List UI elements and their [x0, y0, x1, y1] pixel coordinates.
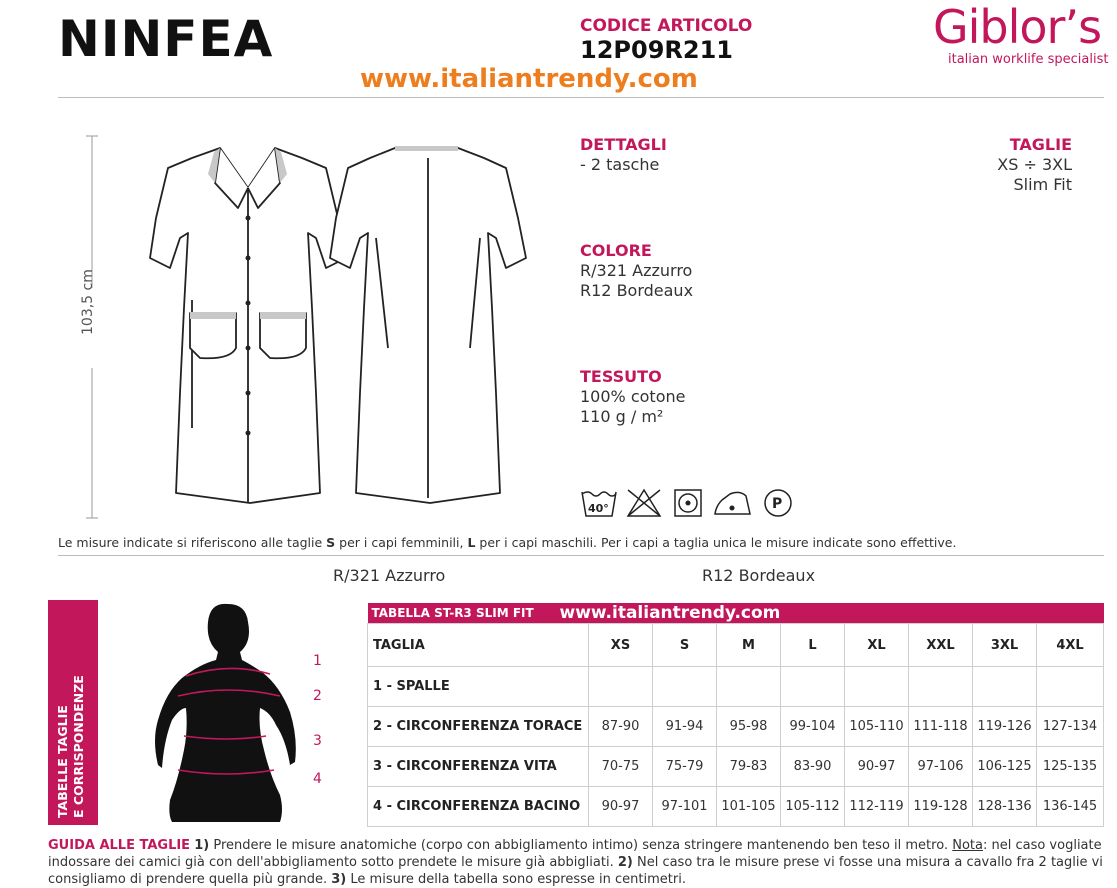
code-label: CODICE ARTICOLO — [580, 16, 753, 36]
divider — [58, 97, 1104, 98]
table-cell — [909, 667, 973, 707]
table-cell: 79-83 — [717, 747, 781, 787]
table-cell: 99-104 — [781, 707, 845, 747]
size-table-side-band — [48, 600, 98, 825]
table-cell: 101-105 — [717, 787, 781, 827]
no-bleach-icon — [628, 490, 660, 516]
table-cell: 119-128 — [909, 787, 973, 827]
colore-line-1: R/321 Azzurro — [580, 261, 693, 280]
table-cell — [589, 667, 653, 707]
taglie-line-2: Slim Fit — [1013, 175, 1072, 194]
table-cell — [845, 667, 909, 707]
code-value: 12P09R211 — [580, 36, 733, 64]
table-title-row — [368, 603, 1104, 624]
guide-label: GUIDA ALLE TAGLIE — [48, 838, 191, 853]
header-size: XL — [845, 624, 909, 667]
body-number-4: 4 — [313, 771, 322, 787]
table-cell: 128-136 — [973, 787, 1037, 827]
row-label: 4 - CIRCONFERENZA BACINO — [368, 787, 589, 827]
dettagli-label: DETTAGLI — [580, 135, 667, 154]
row-label: 2 - CIRCONFERENZA TORACE — [368, 707, 589, 747]
table-row — [368, 787, 1104, 827]
header-size: S — [653, 624, 717, 667]
body-number-2: 2 — [313, 688, 322, 704]
table-cell: 75-79 — [653, 747, 717, 787]
care-icons — [580, 486, 800, 520]
table-cell: 127-134 — [1037, 707, 1104, 747]
divider — [58, 555, 1104, 556]
body-silhouette — [130, 600, 310, 828]
header-size: L — [781, 624, 845, 667]
table-cell — [653, 667, 717, 707]
table-cell: 119-126 — [973, 707, 1037, 747]
colore-label: COLORE — [580, 241, 652, 260]
dettagli-text: - 2 tasche — [580, 155, 660, 174]
table-cell: 90-97 — [845, 747, 909, 787]
header-size: XXL — [909, 624, 973, 667]
measures-note: Le misure indicate si riferiscono alle taglie S per i capi femminili, L per i capi maschili. Per i capi a taglia unica le misure indicate sono effettive. — [58, 535, 957, 550]
table-cell: 105-110 — [845, 707, 909, 747]
dry-clean-label: P — [772, 496, 783, 512]
side-band-line-1: TABELLE TAGLIE — [55, 705, 70, 818]
product-title: NINFEA — [58, 10, 274, 68]
header-size: 3XL — [973, 624, 1037, 667]
row-label: 1 - SPALLE — [368, 667, 589, 707]
table-cell: 111-118 — [909, 707, 973, 747]
size-guide: GUIDA ALLE TAGLIE 1) Prendere le misure anatomiche (corpo con abbigliamento intimo) senza stringere mantenendo ben teso il metro. Nota: nel caso vogliate indossare dei camici già con dell'abbigliamento sotto prendete le misure già abbigliati. 2) Nel caso tra le misure prese vi fosse una misura a cavallo fra 2 taglie vi consigliamo di prendere quella più grande. 3) Le misure della tabella sono espresse in centimetri. — [48, 838, 1103, 887]
taglie-line-1: XS ÷ 3XL — [997, 155, 1072, 174]
table-cell: 90-97 — [589, 787, 653, 827]
table-cell — [717, 667, 781, 707]
table-cell: 97-101 — [653, 787, 717, 827]
table-cell — [973, 667, 1037, 707]
brand-tagline: italian worklife specialist — [948, 52, 1109, 67]
header-taglia: TAGLIA — [368, 624, 589, 667]
table-header-row — [368, 624, 1104, 667]
table-title: TABELLA ST-R3 SLIM FIT — [371, 605, 534, 620]
table-cell: 91-94 — [653, 707, 717, 747]
garment-drawing — [80, 128, 540, 528]
tessuto-line-2: 110 g / m² — [580, 407, 664, 426]
header-size: 4XL — [1037, 624, 1104, 667]
header-size: XS — [589, 624, 653, 667]
table-cell: 83-90 — [781, 747, 845, 787]
website-link[interactable]: www.italiantrendy.com — [360, 64, 698, 94]
table-cell: 112-119 — [845, 787, 909, 827]
table-cell: 95-98 — [717, 707, 781, 747]
table-cell: 87-90 — [589, 707, 653, 747]
color-caption-azzurro: R/321 Azzurro — [333, 566, 446, 585]
colore-line-2: R12 Bordeaux — [580, 281, 694, 300]
body-number-1: 1 — [313, 653, 322, 669]
tumble-dry-icon — [675, 490, 701, 516]
color-caption-bordeaux: R12 Bordeaux — [702, 566, 816, 585]
row-label: 3 - CIRCONFERENZA VITA — [368, 747, 589, 787]
table-website-link[interactable]: www.italiantrendy.com — [559, 603, 781, 623]
dry-clean-p-icon — [765, 490, 791, 516]
table-cell — [1037, 667, 1104, 707]
taglie-label: TAGLIE — [1009, 135, 1072, 154]
height-label: 103,5 cm — [80, 269, 96, 335]
table-row — [368, 747, 1104, 787]
table-cell: 125-135 — [1037, 747, 1104, 787]
tessuto-label: TESSUTO — [580, 367, 662, 386]
side-band-line-2: E CORRISPONDENZE — [71, 675, 86, 818]
table-cell — [781, 667, 845, 707]
table-row — [368, 707, 1104, 747]
table-row — [368, 667, 1104, 707]
table-cell: 136-145 — [1037, 787, 1104, 827]
iron-low-icon — [715, 492, 750, 514]
header-size: M — [717, 624, 781, 667]
table-cell: 97-106 — [909, 747, 973, 787]
brand-logo: Giblor’s — [933, 0, 1102, 54]
table-cell: 70-75 — [589, 747, 653, 787]
table-cell: 106-125 — [973, 747, 1037, 787]
table-cell: 105-112 — [781, 787, 845, 827]
wash-temp-label: 40° — [588, 502, 609, 515]
tessuto-line-1: 100% cotone — [580, 387, 686, 406]
size-table — [367, 603, 1104, 827]
body-number-3: 3 — [313, 733, 322, 749]
wash-40-icon — [582, 492, 616, 516]
